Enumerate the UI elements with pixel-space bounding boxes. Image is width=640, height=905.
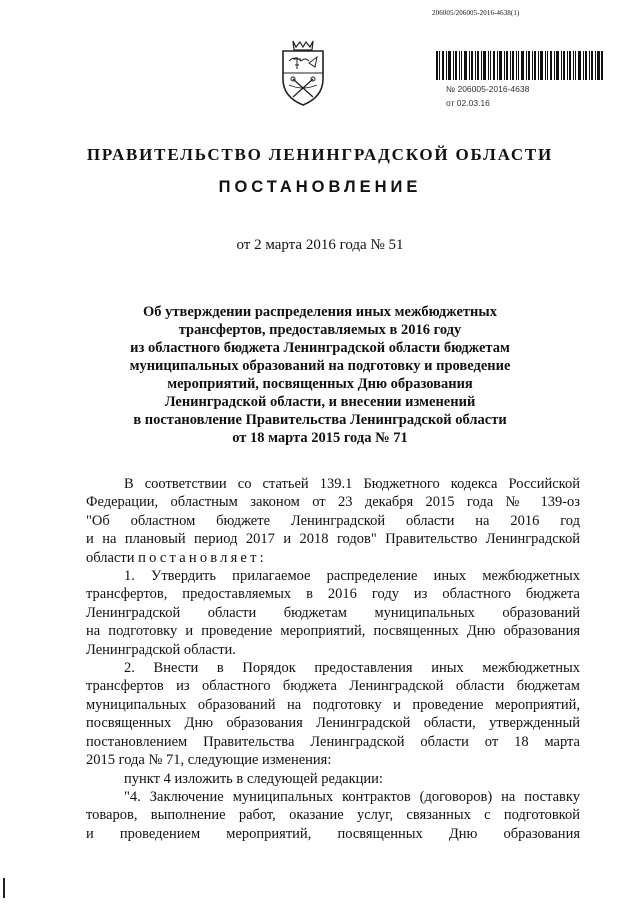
- heading-line: муниципальных образований на подготовку и проведение: [129, 358, 511, 374]
- body-line: на подготовку и проведение мероприятий, посвященных Дню образования: [86, 623, 580, 640]
- decree-heading: [110, 303, 530, 447]
- body-line: Федерации, областным законом от 23 декабря 2015 года № 139-оз: [86, 494, 580, 511]
- body-line: пункт 4 изложить в следующей редакции:: [124, 770, 383, 787]
- heading-line: мероприятий, посвященных Дню образования: [167, 376, 473, 392]
- body-line: и на плановый период 2017 и 2018 годов" Правительство Ленинградской: [86, 531, 580, 548]
- decree-body: [86, 475, 580, 843]
- body-line: 1. Утвердить прилагаемое распределение иных межбюджетных: [124, 568, 580, 585]
- body-line: "4. Заключение муниципальных контрактов (договоров) на поставку: [124, 788, 580, 805]
- body-line: 2015 года № 71, следующие изменения:: [86, 752, 332, 769]
- body-line: товаров, выполнение работ, оказание услуг, связанных с подготовкой: [86, 807, 580, 824]
- decree-title: ПОСТАНОВЛЕНИЕ: [218, 178, 422, 196]
- body-line: "Об областном бюджете Ленинградской области на 2016 год: [86, 512, 580, 529]
- heading-line: трансфертов, предоставляемых в 2016 году: [178, 322, 462, 338]
- body-line: Ленинградской области.: [86, 641, 236, 658]
- body-line: Ленинградской области бюджетам муниципальных образований: [86, 604, 580, 621]
- government-title: ПРАВИТЕЛЬСТВО ЛЕНИНГРАДСКОЙ ОБЛАСТИ: [86, 145, 554, 164]
- heading-line: Об утверждении распределения иных межбюджетных: [143, 304, 497, 320]
- margin-mark: [3, 878, 5, 898]
- body-text: области: [86, 549, 139, 566]
- heading-line: из областного бюджета Ленинградской области бюджетам: [130, 340, 510, 356]
- body-line: трансфертов, предоставляемых в 2016 году из областного бюджета: [86, 586, 580, 603]
- heading-line: от 18 марта 2015 года № 71: [232, 430, 408, 446]
- body-line: [86, 549, 580, 567]
- heading-line: в постановление Правительства Ленинградской области: [133, 412, 507, 428]
- coat-of-arms-icon: [279, 39, 327, 107]
- body-line: трансфертов из областного бюджета Ленинградской области бюджетам: [86, 678, 580, 695]
- decree-operative-word: постановляет:: [138, 549, 267, 566]
- heading-line: Ленинградской области, и внесении изменений: [164, 394, 476, 410]
- body-line: муниципальных образований на подготовку и проведение мероприятий,: [86, 696, 580, 713]
- registration-date: от 02.03.16: [446, 98, 490, 108]
- body-line: В соответствии со статьей 139.1 Бюджетного кодекса Российской: [124, 476, 580, 492]
- body-line: 2. Внести в Порядок предоставления иных межбюджетных: [124, 660, 580, 677]
- decree-date-line: от 2 марта 2016 года № 51: [236, 237, 404, 253]
- body-line: и проведением мероприятий, посвященных Дню образования: [86, 825, 580, 842]
- body-line: посвященных Дню образования Ленинградской области, утвержденный: [86, 715, 580, 732]
- barcode: [436, 51, 603, 80]
- body-line: постановлением Правительства Ленинградской области от 18 марта: [86, 733, 580, 750]
- document-number: 206005/206005-2016-4638(1): [432, 9, 520, 17]
- registration-number: № 206005-2016-4638: [446, 84, 530, 94]
